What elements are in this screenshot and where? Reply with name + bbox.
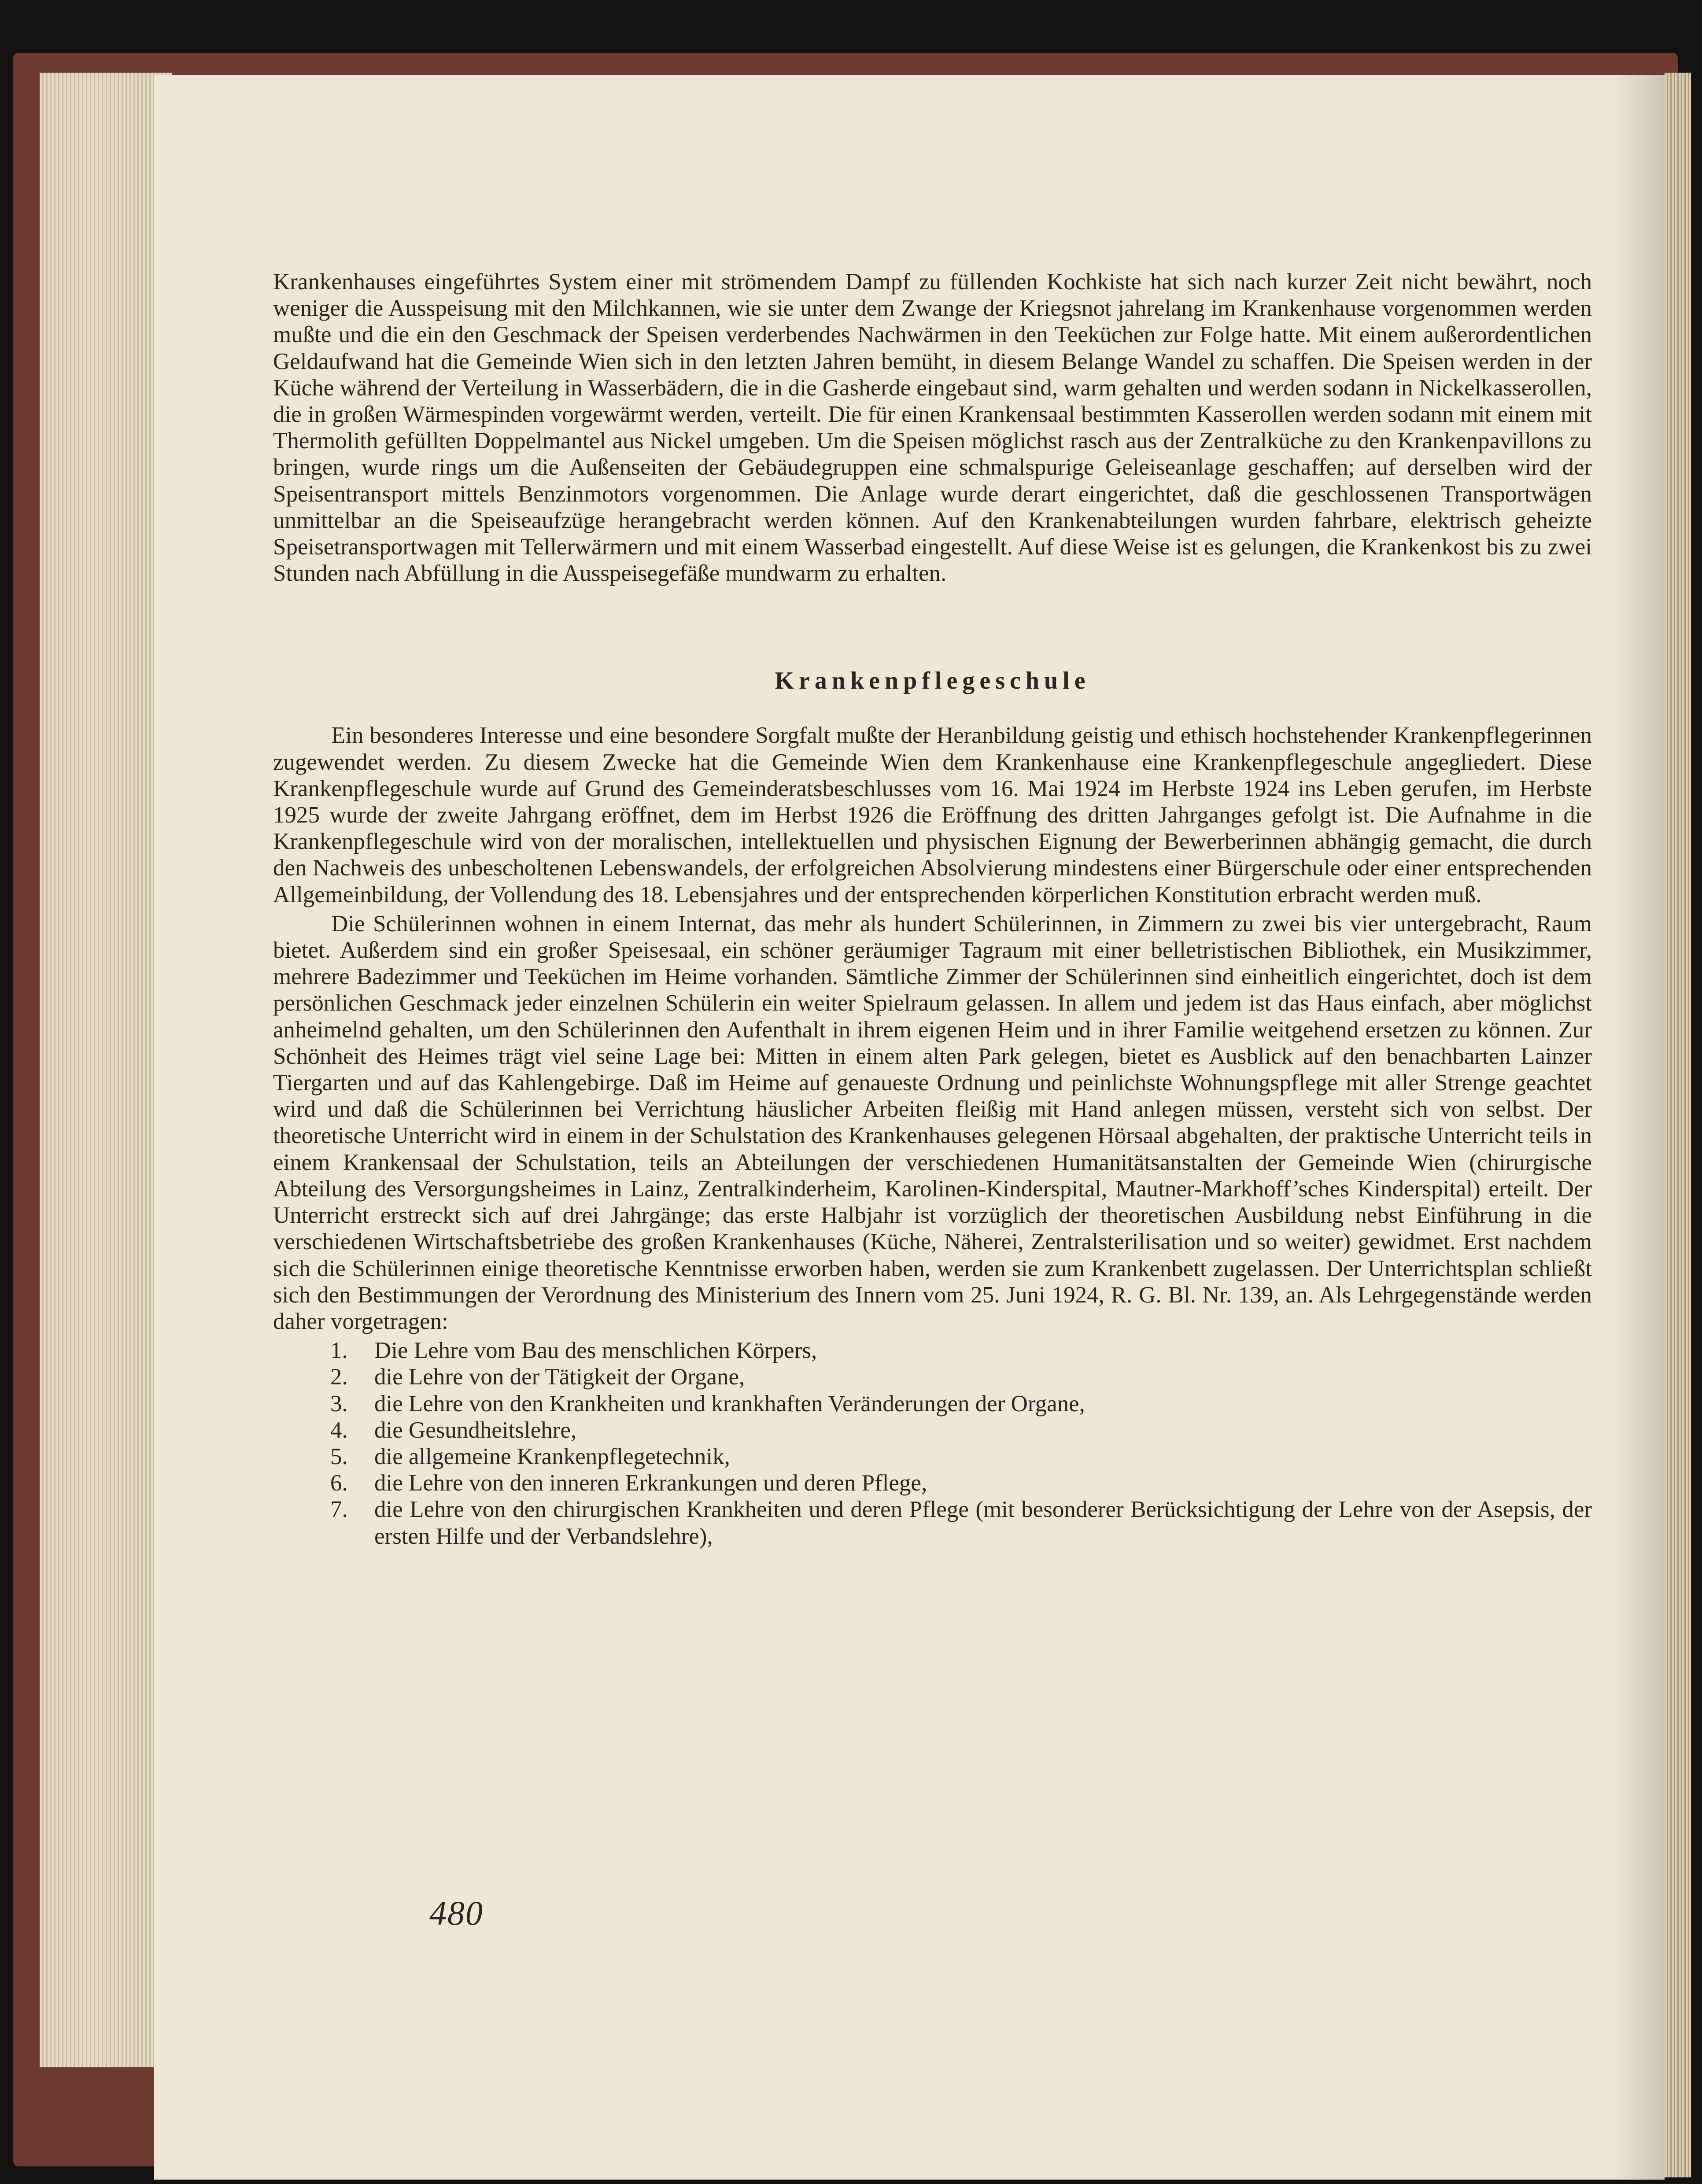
page-text	[273, 269, 1592, 1549]
list-item: 7. die Lehre von den chirurgischen Krankheiten und deren Pflege (mit besonderer Berücksichtigung der Lehre von der Asepsis, der ersten Hilfe und der Verbandslehre),	[330, 1497, 1592, 1549]
list-item: 1. Die Lehre vom Bau des menschlichen Körpers,	[330, 1338, 817, 1364]
left-page-stack	[40, 73, 172, 2067]
subjects-list	[273, 1337, 1592, 1549]
paragraph-boarding: Die Schülerinnen wohnen in einem Internat, das mehr als hundert Schülerinnen, in Zimmern zu zwei bis vier untergebracht, Raum bietet. Außerdem sind ein großer Speisesaal, ein schöner geräumiger Tagraum mit einer belletristischen Bibliothek, ein Musikzimmer, mehrere Badezimmer und Teeküchen im Heime vorhanden. Sämtliche Zimmer der Schülerinnen sind einheitlich eingerichtet, doch ist dem persönlichen Geschmack jeder einzelnen Schülerin ein weiter Spielraum gelassen. In allem und jedem ist das Haus einfach, aber möglichst anheimelnd gehalten, um den Schülerinnen den Aufenthalt in ihrem eigenen Heim und in ihrer Familie weitgehend ersetzen zu können. Zur Schönheit des Heimes trägt viel seine Lage bei: Mitten in einem alten Park gelegen, bietet es Ausblick auf den benachbarten Lainzer Tiergarten und auf das Kahlengebirge. Daß im Heime auf genaueste Ordnung und peinlichste Wohnungspflege mit aller Strenge geachtet wird und daß die Schülerinnen bei Verrichtung häuslicher Arbeiten fleißig mit Hand anlegen müssen, versteht sich von selbst. Der theoretische Unterricht wird in einem in der Schulstation des Krankenhauses gelegenen Hörsaal abgehalten, der praktische Unterricht teils in einem Krankensaal der Schulstation, teils an Abteilungen der verschiedenen Humanitätsanstalten der Gemeinde Wien (chirurgische Abteilung des Versorgungsheimes in Lainz, Zentralkinderheim, Karolinen-Kinderspital, Mautner-Markhoff’sches Kinderspital) erteilt. Der Unterricht erstreckt sich auf drei Jahrgänge; das erste Halbjahr ist vorzüglich der theoretischen Ausbildung nebst Einführung in die verschiedenen Wirtschaftsbetriebe des großen Krankenhauses (Küche, Näherei, Zentralsterilisation und so weiter) gewidmet. Erst nachdem sich die Schülerinnen einige theoretische Kenntnisse erworben haben, werden sie zum Krankenbett zugelassen. Der Unterrichtsplan schließt sich den Bestimmungen der Verordnung des Ministerium des Innern vom 25. Juni 1924, R. G. Bl. Nr. 139, an. Als Lehrgegenstände werden daher vorgetragen:	[273, 911, 1592, 1334]
list-item: 4. die Gesundheitslehre,	[330, 1417, 577, 1443]
list-item: 2. die Lehre von der Tätigkeit der Organe,	[330, 1364, 745, 1390]
list-item: 5. die allgemeine Krankenpflegetechnik,	[330, 1443, 730, 1469]
list-item: 3. die Lehre von den Krankheiten und krankhaften Veränderungen der Organe,	[330, 1391, 1085, 1417]
right-page-edge	[1665, 73, 1691, 2177]
section-heading: Krankenpflegeschule	[775, 667, 1090, 695]
page-number: 480	[429, 1894, 484, 1932]
paragraph-top: Krankenhauses eingeführtes System einer mit strömendem Dampf zu füllenden Kochkiste hat sich nach kurzer Zeit nicht bewährt, noch weniger die Ausspeisung mit den Milchkannen, wie sie unter dem Zwange der Kriegsnot jahrelang im Krankenhause vorgenommen werden mußte und die ein den Geschmack der Speisen verderbendes Nachwärmen in den Teeküchen zur Folge hatte. Mit einem außerordentlichen Geldaufwand hat die Gemeinde Wien sich in den letzten Jahren bemüht, in diesem Belange Wandel zu schaffen. Die Speisen werden in der Küche während der Verteilung in Wasserbädern, die in die Gasherde eingebaut sind, warm gehalten und werden sodann in Nickelkasserollen, die in großen Wärmespinden vorgewärmt werden, verteilt. Die für einen Krankensaal bestimmten Kasserollen werden sodann mit einem mit Thermolith gefüllten Doppelmantel aus Nickel umgeben. Um die Speisen möglichst rasch aus der Zentralküche zu den Krankenpavillons zu bringen, wurde rings um die Außenseiten der Gebäudegruppen eine schmalspurige Geleiseanlage geschaffen; auf derselben wird der Speisentransport mittels Benzinmotors vorgenommen. Die Anlage wurde derart eingerichtet, daß die geschlossenen Transportwägen unmittelbar an die Speiseaufzüge herangebracht werden können. Auf den Krankenabteilungen wurden fahrbare, elektrisch geheizte Speisetransportwagen mit Tellerwärmern und mit einem Wasserbad eingestellt. Auf diese Weise ist es gelungen, die Krankenkost bis zu zwei Stunden nach Abfüllung in die Ausspeisegefäße mundwarm zu erhalten.	[273, 269, 1592, 587]
list-item: 6. die Lehre von den inneren Erkrankungen und deren Pflege,	[330, 1470, 927, 1496]
paragraph-admission: Ein besonderes Interesse und eine besondere Sorgfalt mußte der Heranbildung geistig und ethisch hochstehender Krankenpflegerinnen zugewendet werden. Zu diesem Zwecke hat die Gemeinde Wien dem Krankenhause eine Krankenpflegeschule angegliedert. Diese Krankenpflegeschule wurde auf Grund des Gemeinderatsbeschlusses vom 16. Mai 1924 im Herbste 1924 ins Leben gerufen, im Herbste 1925 wurde der zweite Jahrgang eröffnet, dem im Herbst 1926 die Eröffnung des dritten Jahrganges gefolgt ist. Die Aufnahme in die Krankenpflegeschule wird von der moralischen, intellektuellen und physischen Eignung der Bewerberinnen abhängig gemacht, die durch den Nachweis des unbescholtenen Lebenswandels, der erfolgreichen Absolvierung mindestens einer Bürgerschule oder einer entsprechenden Allgemeinbildung, der Vollendung des 18. Lebensjahres und der entsprechenden körperlichen Konstitution erbracht werden muß.	[273, 723, 1592, 908]
